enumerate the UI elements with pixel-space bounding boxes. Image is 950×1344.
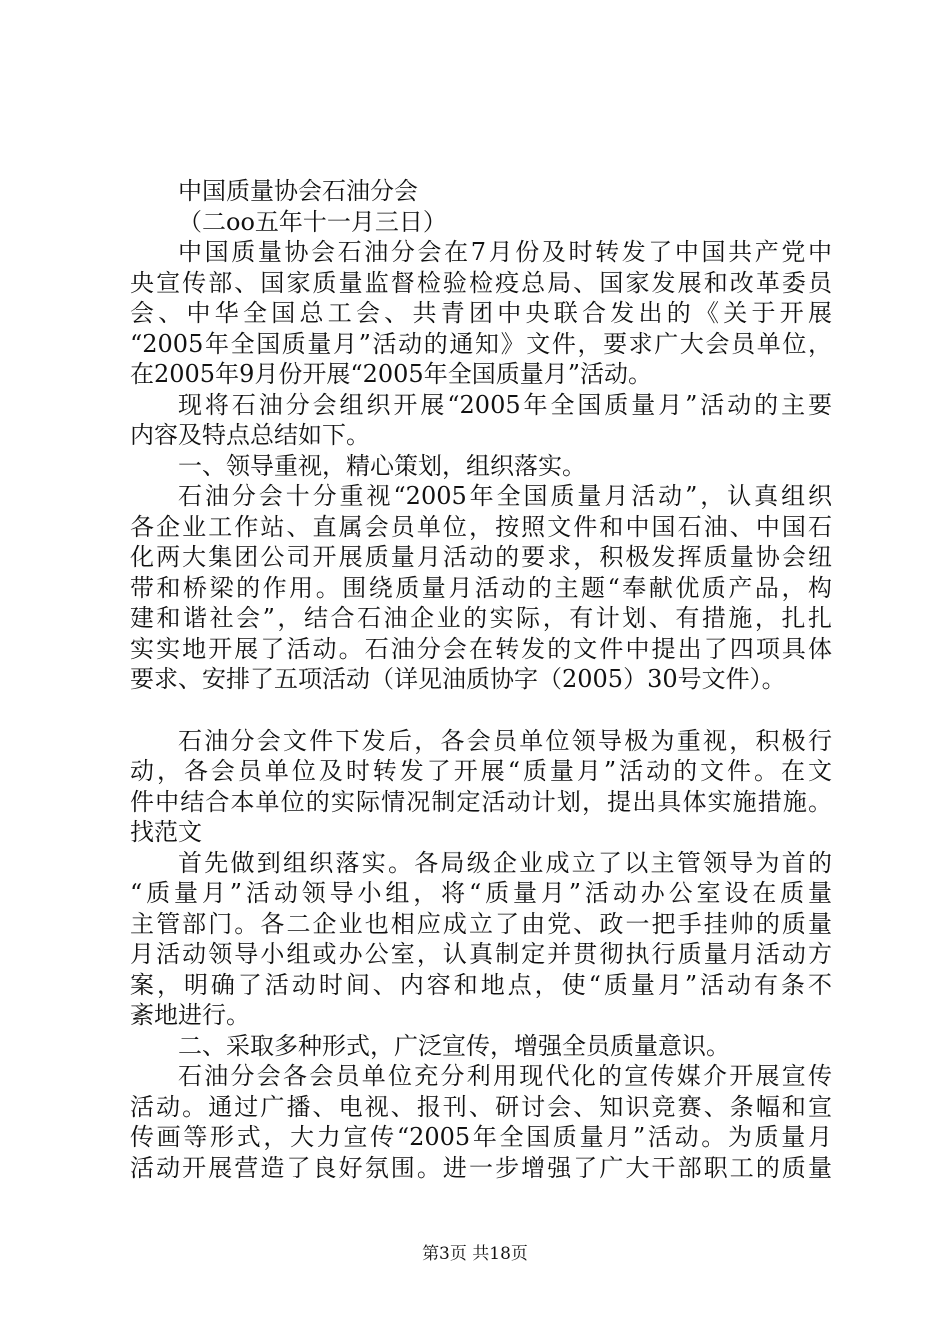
paragraph-line: 件中结合本单位的实际情况制定活动计划，提出具体实施措施。 (130, 787, 832, 816)
section-heading: 二、采取多种形式，广泛宣传，增强全员质量意识。 (178, 1031, 730, 1060)
paragraph-line: 找范文 (130, 818, 202, 846)
paragraph-line: “质量月”活动领导小组，将“质量月”活动办公室设在质量 (130, 879, 832, 907)
paragraph-line: 活动开展营造了良好氛围。进一步增强了广大干部职工的质量 (130, 1153, 832, 1182)
paragraph-line: 月活动领导小组或办公室，认真制定并贯彻执行质量月活动方 (130, 940, 832, 968)
paragraph-line: 石油分会文件下发后，各会员单位领导极为重视，积极行 (178, 726, 832, 755)
signature-org: 中国质量协会石油分会 (178, 177, 418, 205)
document-body (130, 176, 832, 1183)
paragraph-line: 传画等形式，大力宣传“2005年全国质量月”活动。为质量月 (130, 1123, 832, 1151)
paragraph-line: 活动。通过广播、电视、报刊、研讨会、知识竞赛、条幅和宣 (130, 1092, 832, 1121)
paragraph-line: 主管部门。各二企业也相应成立了由党、政一把手挂帅的质量 (130, 909, 832, 938)
paragraph-line: 案，明确了活动时间、内容和地点，使“质量月”活动有条不 (130, 970, 832, 999)
paragraph-line: 要求、安排了五项活动（详见油质协字（2005）30号文件）。 (130, 665, 786, 693)
paragraph-line: 建和谐社会”，结合石油企业的实际，有计划、有措施，扎扎 (130, 604, 832, 632)
paragraph-line: 石油分会各会员单位充分利用现代化的宣传媒介开展宣传 (178, 1062, 832, 1090)
paragraph-line: 动，各会员单位及时转发了开展“质量月”活动的文件。在文 (130, 757, 832, 785)
paragraph-line: 内容及特点总结如下。 (130, 421, 370, 449)
paragraph-line: 化两大集团公司开展质量月活动的要求，积极发挥质量协会纽 (130, 543, 832, 571)
paragraph-line: 紊地进行。 (130, 1001, 250, 1029)
paragraph-line: 首先做到组织落实。各局级企业成立了以主管领导为首的 (178, 848, 832, 877)
paragraph-line: 在2005年9月份开展“2005年全国质量月”活动。 (130, 360, 652, 388)
paragraph-line: 各企业工作站、直属会员单位，按照文件和中国石油、中国石 (130, 512, 832, 541)
paragraph-line: “2005年全国质量月”活动的通知》文件，要求广大会员单位， (130, 329, 832, 358)
paragraph-line: 石油分会十分重视“2005年全国质量月活动”，认真组织 (178, 482, 832, 510)
paragraph-line: 中国质量协会石油分会在7月份及时转发了中国共产党中 (178, 238, 832, 266)
signature-date: （二oo五年十一月三日） (178, 207, 447, 236)
blank-line (130, 695, 832, 726)
page-number: 第3页 共18页 (422, 1244, 528, 1264)
paragraph-line: 会、中华全国总工会、共青团中央联合发出的《关于开展 (130, 299, 832, 327)
paragraph-line: 央宣传部、国家质量监督检验检疫总局、国家发展和改革委员 (130, 268, 832, 297)
paragraph-line: 带和桥梁的作用。围绕质量月活动的主题“奉献优质产品，构 (130, 573, 832, 602)
paragraph-line: 现将石油分会组织开展“2005年全国质量月”活动的主要 (178, 390, 832, 419)
paragraph-line: 实实地开展了活动。石油分会在转发的文件中提出了四项具体 (130, 634, 832, 663)
section-heading: 一、领导重视，精心策划，组织落实。 (178, 451, 586, 480)
